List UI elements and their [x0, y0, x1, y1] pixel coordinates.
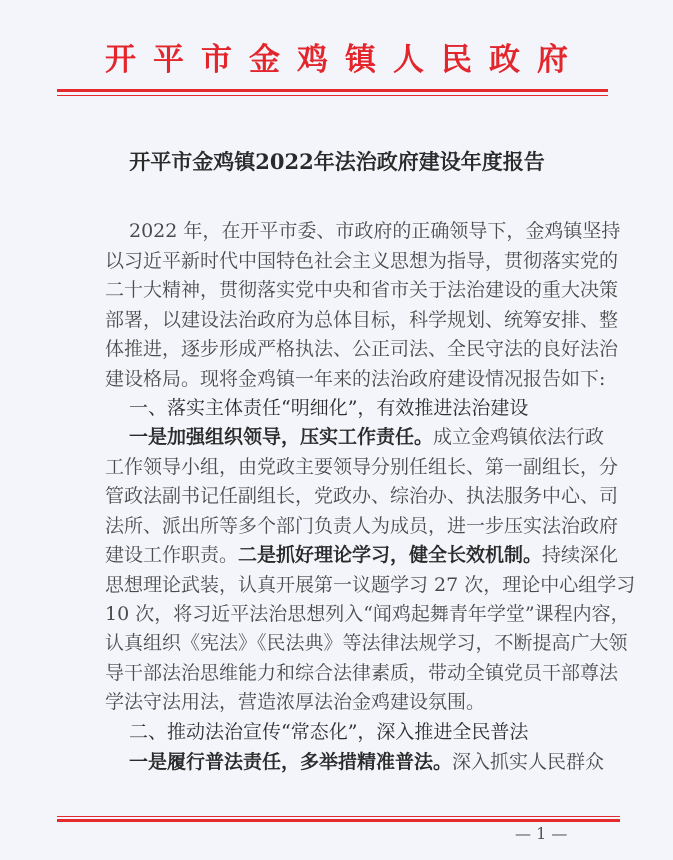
text-segment: 法所、派出所等多个部门负责人为成员，进一步压实法治政府 — [105, 515, 619, 537]
paragraph-line — [129, 425, 605, 449]
paragraph-line — [105, 337, 619, 361]
paragraph-line — [105, 573, 636, 597]
paragraph-line — [105, 602, 630, 626]
section-heading — [129, 720, 586, 744]
text-segment: 学法守法用法，营造浓厚法治金鸡建设氛围。 — [105, 691, 486, 713]
paragraph-line — [129, 219, 621, 243]
text-segment: 部署，以建设法治政府为总体目标，科学规划、统筹安排、整 — [105, 309, 619, 331]
issuing-organization-header: 开平市金鸡镇人民政府 — [105, 42, 585, 78]
page-number: — 1 — — [515, 824, 568, 843]
header-red-rule-thin — [57, 95, 608, 96]
paragraph-line — [105, 308, 619, 332]
text-segment: 持续深化 — [542, 544, 619, 566]
paragraph-line — [105, 484, 619, 508]
bold-lead-phrase: 二是抓好理论学习，健全长效机制。 — [238, 544, 543, 566]
header-red-rule-thick — [57, 89, 608, 92]
text-segment: 二十大精神，贯彻落实党中央和省市关于法治建设的重大决策 — [105, 279, 619, 301]
paragraph-line — [105, 543, 619, 567]
bold-lead-phrase: 一是履行普法责任，多举措精准普法。 — [129, 751, 453, 773]
text-segment: 以习近平新时代中国特色社会主义思想为指导，贯彻落实党的 — [105, 250, 619, 272]
paragraph-line — [105, 455, 619, 479]
paragraph-line — [105, 690, 586, 714]
text-segment: 深入抓实人民群众 — [452, 751, 605, 773]
text-segment: 2022 年，在开平市委、市政府的正确领导下，金鸡镇坚持 — [129, 220, 621, 242]
document-title: 开平市金鸡镇2022年法治政府建设年度报告 — [129, 149, 545, 174]
text-segment: 一、落实主体责任“明细化”，有效推进法治建设 — [129, 397, 529, 419]
paragraph-line — [105, 661, 619, 685]
bold-lead-phrase: 一是加强组织领导，压实工作责任。 — [129, 426, 434, 448]
text-segment: 体推进，逐步形成严格执法、公正司法、全民守法的良好法治 — [105, 338, 619, 360]
text-segment: 认真组织《宪法》《民法典》等法律法规学习，不断提高广大领 — [105, 632, 628, 654]
text-segment: 导干部法治思维能力和综合法律素质，带动全镇党员干部尊法 — [105, 662, 619, 684]
text-segment: 建设工作职责。 — [105, 544, 239, 566]
text-segment: 思想理论武装，认真开展第一议题学习 27 次，理论中心组学习 — [105, 574, 636, 596]
paragraph-line — [105, 367, 606, 391]
text-segment: 二、推动法治宣传“常态化”，深入推进全民普法 — [129, 721, 529, 743]
section-heading — [129, 396, 586, 420]
text-segment: 工作领导小组，由党政主要领导分别任组长、第一副组长，分 — [105, 456, 619, 478]
paragraph-line — [105, 631, 628, 655]
paragraph-line — [105, 249, 619, 273]
text-segment: 10 次，将习近平法治思想列入“闻鸡起舞青年学堂”课程内容， — [105, 603, 630, 625]
text-segment: 成立金鸡镇依法行政 — [433, 426, 605, 448]
text-segment: 建设格局。现将金鸡镇一年来的法治政府建设情况报告如下: — [105, 368, 606, 390]
paragraph-line — [105, 514, 619, 538]
paragraph-line — [105, 278, 619, 302]
footer-red-rule-thin — [57, 816, 620, 817]
paragraph-line — [129, 750, 605, 774]
footer-red-rule-thick — [57, 819, 620, 822]
text-segment: 管政法副书记任副组长，党政办、综治办、执法服务中心、司 — [105, 485, 619, 507]
